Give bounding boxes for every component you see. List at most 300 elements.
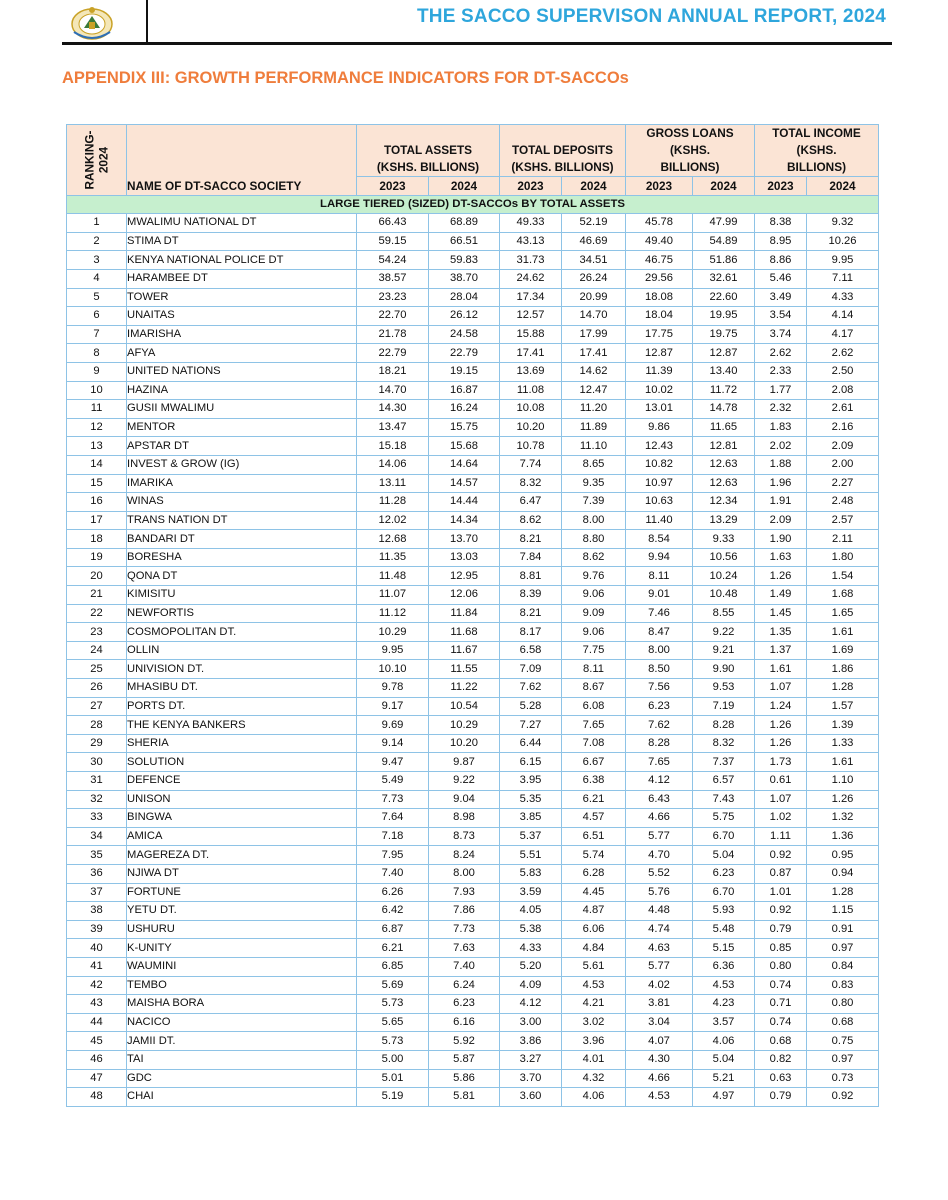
table-row xyxy=(67,883,879,902)
name-cell: AMICA xyxy=(127,827,357,846)
income-2024-cell: 1.61 xyxy=(807,623,879,642)
year-header: 2024 xyxy=(807,177,879,196)
assets-2023-cell: 11.35 xyxy=(357,548,429,567)
deposits-2023-cell: 3.59 xyxy=(500,883,562,902)
assets-2023-cell: 5.69 xyxy=(357,976,429,995)
assets-2024-cell: 11.84 xyxy=(429,604,500,623)
loans-2024-cell: 5.48 xyxy=(693,920,755,939)
deposits-2023-cell: 5.37 xyxy=(500,827,562,846)
loans-2024-cell: 13.40 xyxy=(693,362,755,381)
name-cell: WAUMINI xyxy=(127,957,357,976)
assets-2023-cell: 59.15 xyxy=(357,232,429,251)
name-cell: NEWFORTIS xyxy=(127,604,357,623)
table-row xyxy=(67,1069,879,1088)
loans-2023-cell: 4.02 xyxy=(626,976,693,995)
rank-cell: 27 xyxy=(67,697,127,716)
loans-2024-cell: 14.78 xyxy=(693,400,755,419)
income-2024-cell: 2.11 xyxy=(807,530,879,549)
loans-2023-cell: 7.56 xyxy=(626,679,693,698)
header-rule xyxy=(62,42,892,45)
deposits-2024-cell: 4.87 xyxy=(562,902,626,921)
table-row xyxy=(67,288,879,307)
loans-2024-cell: 22.60 xyxy=(693,288,755,307)
assets-2024-cell: 5.87 xyxy=(429,1050,500,1069)
loans-2024-cell: 6.70 xyxy=(693,883,755,902)
loans-2023-cell: 6.23 xyxy=(626,697,693,716)
loans-2023-cell: 46.75 xyxy=(626,251,693,270)
name-cell: IMARIKA xyxy=(127,474,357,493)
deposits-2023-cell: 4.05 xyxy=(500,902,562,921)
name-cell: KIMISITU xyxy=(127,586,357,605)
assets-2023-cell: 18.21 xyxy=(357,362,429,381)
loans-2023-cell: 4.66 xyxy=(626,1069,693,1088)
assets-2023-cell: 66.43 xyxy=(357,214,429,233)
assets-2024-cell: 8.73 xyxy=(429,827,500,846)
deposits-2024-cell: 6.08 xyxy=(562,697,626,716)
deposits-2024-cell: 26.24 xyxy=(562,269,626,288)
name-cell: NJIWA DT xyxy=(127,864,357,883)
loans-2024-cell: 6.36 xyxy=(693,957,755,976)
loans-2023-cell: 8.54 xyxy=(626,530,693,549)
deposits-2024-cell: 9.06 xyxy=(562,623,626,642)
table-row xyxy=(67,307,879,326)
income-2024-cell: 1.80 xyxy=(807,548,879,567)
income-2024-cell: 0.97 xyxy=(807,1050,879,1069)
loans-2024-cell: 3.57 xyxy=(693,1013,755,1032)
name-cell: UNITED NATIONS xyxy=(127,362,357,381)
assets-2023-cell: 11.07 xyxy=(357,586,429,605)
rank-cell: 2 xyxy=(67,232,127,251)
income-2023-cell: 1.77 xyxy=(755,381,807,400)
income-2023-cell: 1.96 xyxy=(755,474,807,493)
group-header-line: GROSS LOANS xyxy=(646,126,734,140)
name-cell: OLLIN xyxy=(127,641,357,660)
table-row xyxy=(67,362,879,381)
income-2023-cell: 1.63 xyxy=(755,548,807,567)
rank-cell: 39 xyxy=(67,920,127,939)
income-2024-cell: 9.32 xyxy=(807,214,879,233)
deposits-2023-cell: 3.86 xyxy=(500,1032,562,1051)
deposits-2024-cell: 4.21 xyxy=(562,995,626,1014)
deposits-2024-cell: 8.11 xyxy=(562,660,626,679)
assets-2024-cell: 6.23 xyxy=(429,995,500,1014)
year-header: 2024 xyxy=(562,177,626,196)
income-2024-cell: 1.65 xyxy=(807,604,879,623)
deposits-2024-cell: 14.62 xyxy=(562,362,626,381)
rank-cell: 14 xyxy=(67,455,127,474)
loans-2023-cell: 6.43 xyxy=(626,790,693,809)
loans-2023-cell: 9.94 xyxy=(626,548,693,567)
name-cell: BORESHA xyxy=(127,548,357,567)
name-cell: INVEST & GROW (IG) xyxy=(127,455,357,474)
assets-2024-cell: 11.68 xyxy=(429,623,500,642)
income-2024-cell: 1.36 xyxy=(807,827,879,846)
loans-2023-cell: 11.39 xyxy=(626,362,693,381)
deposits-2024-cell: 11.89 xyxy=(562,418,626,437)
name-cell: MHASIBU DT. xyxy=(127,679,357,698)
loans-2024-cell: 8.28 xyxy=(693,716,755,735)
income-2024-cell: 1.54 xyxy=(807,567,879,586)
name-cell: UNIVISION DT. xyxy=(127,660,357,679)
deposits-2023-cell: 7.09 xyxy=(500,660,562,679)
income-2024-cell: 0.97 xyxy=(807,939,879,958)
deposits-2023-cell: 17.34 xyxy=(500,288,562,307)
loans-2024-cell: 5.04 xyxy=(693,846,755,865)
assets-2023-cell: 14.06 xyxy=(357,455,429,474)
income-2023-cell: 8.86 xyxy=(755,251,807,270)
assets-2023-cell: 5.01 xyxy=(357,1069,429,1088)
income-2023-cell: 0.74 xyxy=(755,976,807,995)
assets-2023-cell: 5.73 xyxy=(357,1032,429,1051)
income-2024-cell: 1.69 xyxy=(807,641,879,660)
income-2023-cell: 1.07 xyxy=(755,679,807,698)
rank-cell: 30 xyxy=(67,753,127,772)
table-row xyxy=(67,269,879,288)
assets-2024-cell: 11.55 xyxy=(429,660,500,679)
deposits-2023-cell: 8.32 xyxy=(500,474,562,493)
deposits-2023-cell: 7.84 xyxy=(500,548,562,567)
deposits-2024-cell: 6.28 xyxy=(562,864,626,883)
loans-2024-cell: 7.37 xyxy=(693,753,755,772)
assets-2023-cell: 23.23 xyxy=(357,288,429,307)
table-row xyxy=(67,697,879,716)
assets-2024-cell: 13.03 xyxy=(429,548,500,567)
name-cell: JAMII DT. xyxy=(127,1032,357,1051)
name-cell: TAI xyxy=(127,1050,357,1069)
rank-cell: 38 xyxy=(67,902,127,921)
name-cell: MAGEREZA DT. xyxy=(127,846,357,865)
loans-2024-cell: 4.53 xyxy=(693,976,755,995)
loans-2023-cell: 17.75 xyxy=(626,325,693,344)
loans-2023-cell: 4.53 xyxy=(626,1088,693,1107)
rank-cell: 45 xyxy=(67,1032,127,1051)
assets-2023-cell: 12.02 xyxy=(357,511,429,530)
income-2024-cell: 0.94 xyxy=(807,864,879,883)
assets-2024-cell: 22.79 xyxy=(429,344,500,363)
year-header: 2024 xyxy=(429,177,500,196)
income-2024-cell: 1.15 xyxy=(807,902,879,921)
income-2023-cell: 1.24 xyxy=(755,697,807,716)
deposits-2024-cell: 20.99 xyxy=(562,288,626,307)
name-cell: K-UNITY xyxy=(127,939,357,958)
income-2024-cell: 7.11 xyxy=(807,269,879,288)
income-2024-cell: 1.39 xyxy=(807,716,879,735)
deposits-2023-cell: 24.62 xyxy=(500,269,562,288)
assets-2023-cell: 6.85 xyxy=(357,957,429,976)
rank-cell: 28 xyxy=(67,716,127,735)
loans-2024-cell: 12.81 xyxy=(693,437,755,456)
table-row xyxy=(67,251,879,270)
name-cell: YETU DT. xyxy=(127,902,357,921)
table-row xyxy=(67,976,879,995)
income-2024-cell: 2.62 xyxy=(807,344,879,363)
deposits-2024-cell: 8.62 xyxy=(562,548,626,567)
income-2024-cell: 1.32 xyxy=(807,809,879,828)
deposits-2023-cell: 5.51 xyxy=(500,846,562,865)
loans-2024-cell: 11.72 xyxy=(693,381,755,400)
deposits-2024-cell: 4.53 xyxy=(562,976,626,995)
loans-2023-cell: 13.01 xyxy=(626,400,693,419)
deposits-2024-cell: 12.47 xyxy=(562,381,626,400)
total-deposits-header xyxy=(500,125,626,177)
deposits-2024-cell: 17.99 xyxy=(562,325,626,344)
loans-2023-cell: 12.43 xyxy=(626,437,693,456)
rank-cell: 26 xyxy=(67,679,127,698)
table-row xyxy=(67,232,879,251)
assets-2024-cell: 12.95 xyxy=(429,567,500,586)
loans-2024-cell: 10.48 xyxy=(693,586,755,605)
deposits-2023-cell: 4.09 xyxy=(500,976,562,995)
table-row xyxy=(67,641,879,660)
table-row xyxy=(67,325,879,344)
loans-2024-cell: 5.04 xyxy=(693,1050,755,1069)
name-cell: STIMA DT xyxy=(127,232,357,251)
loans-2024-cell: 12.63 xyxy=(693,455,755,474)
loans-2023-cell: 3.81 xyxy=(626,995,693,1014)
loans-2024-cell: 13.29 xyxy=(693,511,755,530)
income-2024-cell: 1.57 xyxy=(807,697,879,716)
rank-cell: 19 xyxy=(67,548,127,567)
income-2023-cell: 1.61 xyxy=(755,660,807,679)
year-header: 2024 xyxy=(693,177,755,196)
table-row xyxy=(67,493,879,512)
loans-2023-cell: 11.40 xyxy=(626,511,693,530)
assets-2023-cell: 5.00 xyxy=(357,1050,429,1069)
table-row xyxy=(67,846,879,865)
income-2024-cell: 0.68 xyxy=(807,1013,879,1032)
deposits-2023-cell: 3.27 xyxy=(500,1050,562,1069)
assets-2023-cell: 6.42 xyxy=(357,902,429,921)
income-2023-cell: 5.46 xyxy=(755,269,807,288)
income-2023-cell: 1.37 xyxy=(755,641,807,660)
assets-2023-cell: 38.57 xyxy=(357,269,429,288)
deposits-2023-cell: 12.57 xyxy=(500,307,562,326)
income-2023-cell: 0.92 xyxy=(755,846,807,865)
deposits-2023-cell: 8.62 xyxy=(500,511,562,530)
assets-2024-cell: 9.22 xyxy=(429,772,500,791)
deposits-2023-cell: 15.88 xyxy=(500,325,562,344)
rank-cell: 5 xyxy=(67,288,127,307)
rank-cell: 40 xyxy=(67,939,127,958)
assets-2023-cell: 7.73 xyxy=(357,790,429,809)
assets-2024-cell: 10.54 xyxy=(429,697,500,716)
rank-cell: 33 xyxy=(67,809,127,828)
deposits-2024-cell: 9.35 xyxy=(562,474,626,493)
rank-cell: 20 xyxy=(67,567,127,586)
loans-2024-cell: 19.75 xyxy=(693,325,755,344)
table-row xyxy=(67,995,879,1014)
deposits-2024-cell: 7.08 xyxy=(562,734,626,753)
rank-cell: 42 xyxy=(67,976,127,995)
income-2023-cell: 1.07 xyxy=(755,790,807,809)
income-2024-cell: 10.26 xyxy=(807,232,879,251)
rank-cell: 1 xyxy=(67,214,127,233)
assets-2023-cell: 9.47 xyxy=(357,753,429,772)
name-cell: UNAITAS xyxy=(127,307,357,326)
income-2024-cell: 2.27 xyxy=(807,474,879,493)
deposits-2024-cell: 3.02 xyxy=(562,1013,626,1032)
income-2023-cell: 1.49 xyxy=(755,586,807,605)
deposits-2024-cell: 8.65 xyxy=(562,455,626,474)
loans-2024-cell: 4.23 xyxy=(693,995,755,1014)
deposits-2023-cell: 11.08 xyxy=(500,381,562,400)
rank-cell: 18 xyxy=(67,530,127,549)
ranking-header xyxy=(67,125,127,196)
assets-2023-cell: 7.64 xyxy=(357,809,429,828)
name-cell: GDC xyxy=(127,1069,357,1088)
deposits-2023-cell: 49.33 xyxy=(500,214,562,233)
name-cell: FORTUNE xyxy=(127,883,357,902)
table-row xyxy=(67,753,879,772)
income-2024-cell: 1.26 xyxy=(807,790,879,809)
loans-2023-cell: 18.04 xyxy=(626,307,693,326)
assets-2024-cell: 8.00 xyxy=(429,864,500,883)
table-row xyxy=(67,418,879,437)
income-2023-cell: 0.68 xyxy=(755,1032,807,1051)
loans-2023-cell: 8.11 xyxy=(626,567,693,586)
deposits-2024-cell: 4.57 xyxy=(562,809,626,828)
year-header: 2023 xyxy=(626,177,693,196)
income-2023-cell: 1.26 xyxy=(755,716,807,735)
name-cell: DEFENCE xyxy=(127,772,357,791)
rank-cell: 24 xyxy=(67,641,127,660)
assets-2024-cell: 7.86 xyxy=(429,902,500,921)
rank-cell: 29 xyxy=(67,734,127,753)
table-row xyxy=(67,1088,879,1107)
income-2023-cell: 1.90 xyxy=(755,530,807,549)
deposits-2024-cell: 6.38 xyxy=(562,772,626,791)
assets-2023-cell: 14.30 xyxy=(357,400,429,419)
name-cell: UNISON xyxy=(127,790,357,809)
deposits-2023-cell: 8.81 xyxy=(500,567,562,586)
deposits-2024-cell: 4.01 xyxy=(562,1050,626,1069)
name-cell: MAISHA BORA xyxy=(127,995,357,1014)
ranking-header-label: RANKING-2024 xyxy=(82,130,111,190)
loans-2024-cell: 5.93 xyxy=(693,902,755,921)
rank-cell: 48 xyxy=(67,1088,127,1107)
rank-cell: 17 xyxy=(67,511,127,530)
income-2023-cell: 2.62 xyxy=(755,344,807,363)
income-2024-cell: 1.86 xyxy=(807,660,879,679)
loans-2023-cell: 10.63 xyxy=(626,493,693,512)
income-2024-cell: 1.33 xyxy=(807,734,879,753)
deposits-2023-cell: 13.69 xyxy=(500,362,562,381)
loans-2024-cell: 19.95 xyxy=(693,307,755,326)
assets-2024-cell: 9.87 xyxy=(429,753,500,772)
income-2023-cell: 1.11 xyxy=(755,827,807,846)
assets-2023-cell: 6.26 xyxy=(357,883,429,902)
income-2023-cell: 0.79 xyxy=(755,1088,807,1107)
income-2023-cell: 2.09 xyxy=(755,511,807,530)
deposits-2023-cell: 6.15 xyxy=(500,753,562,772)
deposits-2024-cell: 7.75 xyxy=(562,641,626,660)
assets-2023-cell: 9.69 xyxy=(357,716,429,735)
rank-cell: 9 xyxy=(67,362,127,381)
income-2024-cell: 0.92 xyxy=(807,1088,879,1107)
loans-2023-cell: 4.07 xyxy=(626,1032,693,1051)
deposits-2023-cell: 10.78 xyxy=(500,437,562,456)
growth-indicators-table xyxy=(66,124,879,1107)
income-2023-cell: 3.54 xyxy=(755,307,807,326)
rank-cell: 22 xyxy=(67,604,127,623)
assets-2024-cell: 14.57 xyxy=(429,474,500,493)
table-row xyxy=(67,939,879,958)
income-2023-cell: 8.95 xyxy=(755,232,807,251)
assets-2024-cell: 7.40 xyxy=(429,957,500,976)
loans-2023-cell: 5.77 xyxy=(626,827,693,846)
rank-cell: 25 xyxy=(67,660,127,679)
assets-2024-cell: 59.83 xyxy=(429,251,500,270)
assets-2023-cell: 5.19 xyxy=(357,1088,429,1107)
deposits-2023-cell: 5.35 xyxy=(500,790,562,809)
loans-2024-cell: 12.34 xyxy=(693,493,755,512)
table-row xyxy=(67,400,879,419)
loans-2023-cell: 5.76 xyxy=(626,883,693,902)
rank-cell: 6 xyxy=(67,307,127,326)
deposits-2023-cell: 3.85 xyxy=(500,809,562,828)
rank-cell: 11 xyxy=(67,400,127,419)
deposits-2024-cell: 8.80 xyxy=(562,530,626,549)
assets-2024-cell: 12.06 xyxy=(429,586,500,605)
loans-2023-cell: 8.00 xyxy=(626,641,693,660)
table-row xyxy=(67,1050,879,1069)
income-2024-cell: 2.48 xyxy=(807,493,879,512)
rank-cell: 10 xyxy=(67,381,127,400)
income-2023-cell: 1.91 xyxy=(755,493,807,512)
rank-cell: 37 xyxy=(67,883,127,902)
deposits-2024-cell: 3.96 xyxy=(562,1032,626,1051)
year-header: 2023 xyxy=(755,177,807,196)
income-2023-cell: 0.82 xyxy=(755,1050,807,1069)
income-2024-cell: 0.73 xyxy=(807,1069,879,1088)
assets-2023-cell: 11.48 xyxy=(357,567,429,586)
assets-2024-cell: 28.04 xyxy=(429,288,500,307)
group-header-line: TOTAL DEPOSITS xyxy=(512,143,613,157)
assets-2023-cell: 9.17 xyxy=(357,697,429,716)
loans-2024-cell: 8.55 xyxy=(693,604,755,623)
assets-2024-cell: 7.63 xyxy=(429,939,500,958)
loans-2023-cell: 12.87 xyxy=(626,344,693,363)
loans-2024-cell: 9.22 xyxy=(693,623,755,642)
deposits-2024-cell: 4.84 xyxy=(562,939,626,958)
deposits-2024-cell: 11.10 xyxy=(562,437,626,456)
table-row xyxy=(67,734,879,753)
name-cell: MENTOR xyxy=(127,418,357,437)
income-2024-cell: 1.10 xyxy=(807,772,879,791)
loans-2023-cell: 4.66 xyxy=(626,809,693,828)
deposits-2023-cell: 3.95 xyxy=(500,772,562,791)
deposits-2024-cell: 8.00 xyxy=(562,511,626,530)
deposits-2024-cell: 4.06 xyxy=(562,1088,626,1107)
income-2023-cell: 1.26 xyxy=(755,567,807,586)
table-row xyxy=(67,623,879,642)
table-row xyxy=(67,381,879,400)
loans-2023-cell: 10.82 xyxy=(626,455,693,474)
loans-2023-cell: 4.12 xyxy=(626,772,693,791)
name-cell: TRANS NATION DT xyxy=(127,511,357,530)
assets-2024-cell: 26.12 xyxy=(429,307,500,326)
deposits-2023-cell: 6.58 xyxy=(500,641,562,660)
loans-2024-cell: 10.56 xyxy=(693,548,755,567)
name-cell: SOLUTION xyxy=(127,753,357,772)
name-header: NAME OF DT-SACCO SOCIETY xyxy=(127,125,357,196)
loans-2024-cell: 9.90 xyxy=(693,660,755,679)
deposits-2023-cell: 5.38 xyxy=(500,920,562,939)
deposits-2023-cell: 6.44 xyxy=(500,734,562,753)
rank-cell: 8 xyxy=(67,344,127,363)
deposits-2023-cell: 6.47 xyxy=(500,493,562,512)
assets-2024-cell: 7.73 xyxy=(429,920,500,939)
